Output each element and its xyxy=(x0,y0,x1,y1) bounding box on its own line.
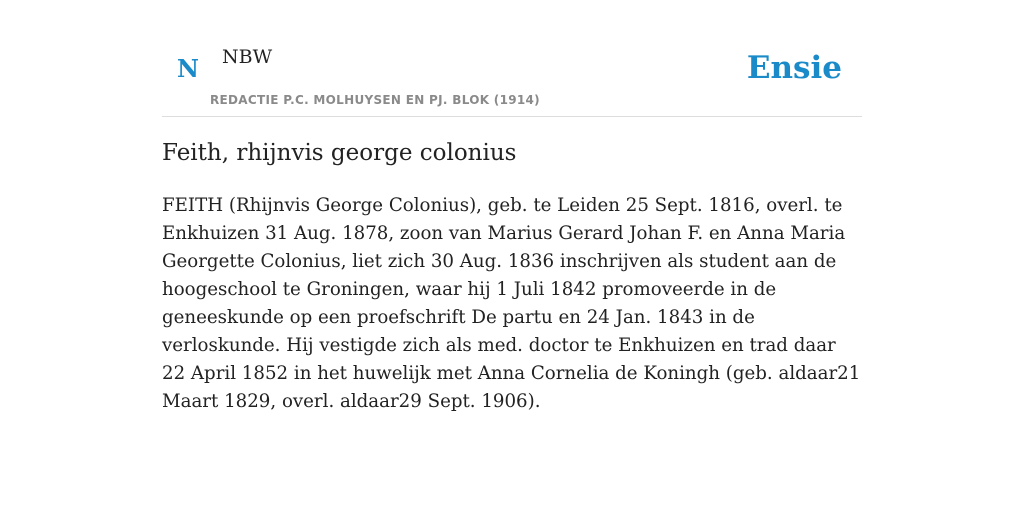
source-name: NBW xyxy=(222,46,273,68)
entry-body: FEITH (Rhijnvis George Colonius), geb. te Leiden 25 Sept. 1816, overl. te Enkhuizen 31 Aug. 1878, zoon van Marius Gerard Johan F. en Anna Maria Georgette Colonius, liet zich 30 Aug. 1836 inschrijven als student aan de hoogeschool te Groningen, waar hij 1 Juli 1842 promoveerde in de geneeskunde op een proefschrift De partu en 24 Jan. 1843 in de verloskunde. Hij vestigde zich als med. doctor te Enkhuizen en trad daar 22 April 1852 in het huwelijk met Anna Cornelia de Koningh (geb. aldaar21 Maart 1829, overl. aldaar29 Sept. 1906). xyxy=(162,195,861,412)
entry-title: Feith, rhijnvis george colonius xyxy=(162,140,517,166)
ensie-brand-link[interactable]: Ensie xyxy=(746,50,842,86)
source-subtitle: REDACTIE P.C. MOLHUYSEN EN PJ. BLOK (1914) xyxy=(210,93,540,107)
source-logo-link[interactable]: N xyxy=(177,54,199,83)
source-header xyxy=(162,0,862,117)
